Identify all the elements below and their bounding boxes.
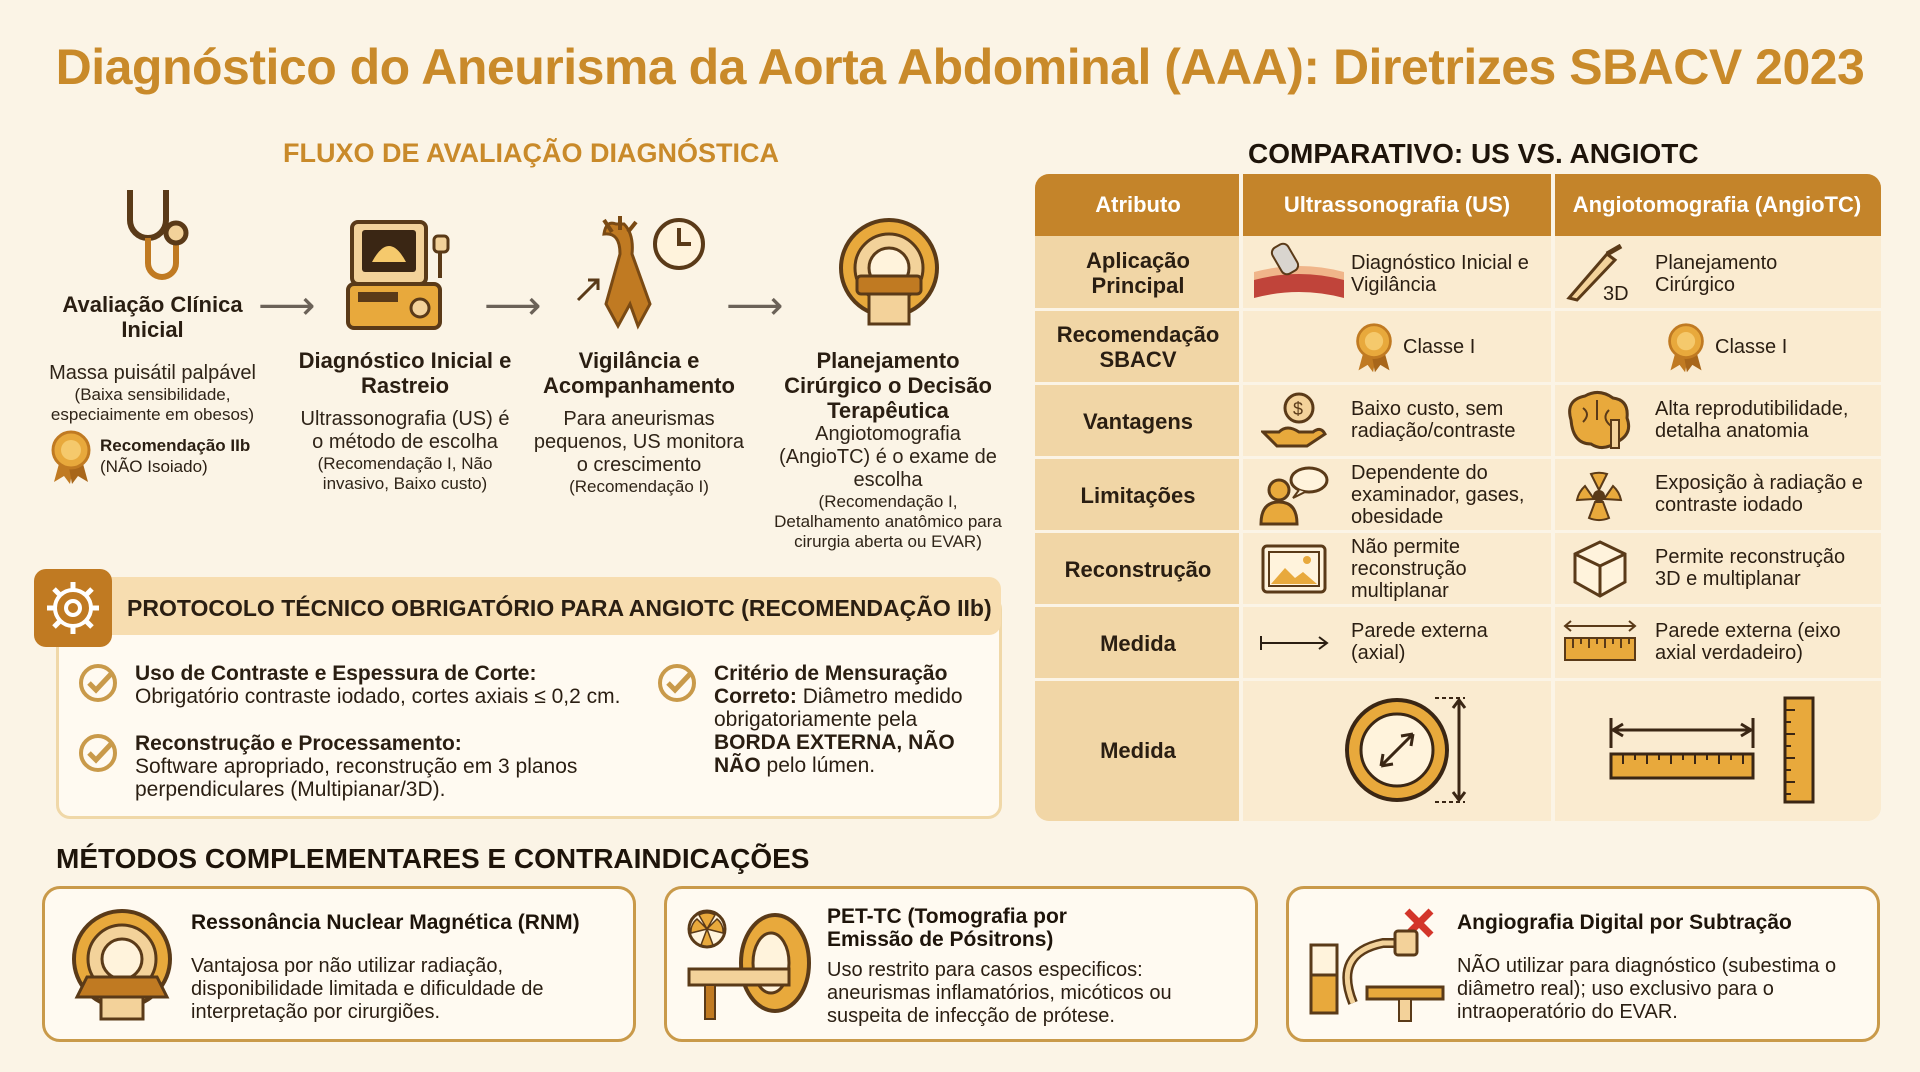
check-icon xyxy=(657,663,697,703)
card-title: Angiografia Digital por Subtração xyxy=(1457,911,1792,934)
table-row xyxy=(1035,606,1881,680)
card-title: PET-TC (Tomografia por Emissão de Pósitrons) xyxy=(827,905,1067,951)
table-row xyxy=(1035,680,1881,821)
us-text: Diagnóstico Inicial e Vigilância xyxy=(1351,252,1529,296)
person-speech-icon xyxy=(1257,466,1329,526)
table-header-cell: Ultrassonografia (US) xyxy=(1241,174,1553,236)
flow-arrow-icon: ⟶ xyxy=(258,284,316,328)
us-text: Dependente do examinador, gases, obesidade xyxy=(1351,462,1525,528)
protocol-title: PROTOCOLO TÉCNICO OBRIGATÓRIO PARA ANGIOTC (RECOMENDAÇÃO IIb) xyxy=(127,595,992,621)
award-badge-icon xyxy=(1665,322,1707,374)
page-title: Diagnóstico do Aneurisma da Aorta Abdominal (AAA): Diretrizes SBACV 2023 xyxy=(55,39,1865,95)
row-divider xyxy=(1035,604,1881,607)
gear-icon xyxy=(45,580,101,636)
brain-tool-icon xyxy=(1563,390,1633,452)
arrow-line-icon xyxy=(1259,634,1331,652)
us-text: Não permite reconstrução multiplanar xyxy=(1351,536,1467,602)
step-note: (Recomendação I, Não invasivo, Baixo custo) xyxy=(317,454,493,493)
flat-image-icon xyxy=(1261,544,1327,594)
protocol-item-text: Obrigatório contraste iodado, cortes axiais ≤ 0,2 cm. xyxy=(135,685,621,708)
protocol-item-title: Critério de Mensuração Correto: xyxy=(714,662,948,708)
svg-text:3D: 3D xyxy=(1603,283,1629,304)
flow-arrow-icon: ⟶ xyxy=(484,284,542,328)
comparison-table xyxy=(1035,174,1881,821)
angiography-cross-icon xyxy=(1307,903,1447,1029)
aorta-clock-icon xyxy=(576,214,706,334)
row-attribute: Medida xyxy=(1035,680,1241,821)
row-attribute: Recomendação SBACV xyxy=(1035,310,1241,384)
card-text: Vantajosa por não utilizar radiação, disponibilidade limitada e dificuldade de interpretação por cirurgiões. xyxy=(191,955,544,1023)
row-attribute: Limitações xyxy=(1035,458,1241,532)
protocol-gear-badge xyxy=(34,569,112,647)
flow-step-clinical-text xyxy=(45,292,260,425)
row-attribute: Medida xyxy=(1035,606,1241,680)
method-card-petct xyxy=(664,886,1258,1042)
ultrasound-probe-icon xyxy=(1254,242,1344,304)
mri-scanner-icon xyxy=(67,907,177,1025)
flow-step-diagnosis xyxy=(296,348,514,494)
flow-arrow-icon: ⟶ xyxy=(726,284,784,328)
protocol-item-title: Uso de Contraste e Espessura de Corte: xyxy=(135,662,537,685)
row-attribute: Vantagens xyxy=(1035,384,1241,458)
card-text: Uso restrito para casos especificos: aneurismas inflamatórios, micóticos ou suspeita de infecção de prótese. xyxy=(827,959,1172,1027)
cube-3d-icon xyxy=(1569,538,1631,600)
table-row xyxy=(1035,384,1881,458)
radiation-icon xyxy=(1569,466,1629,526)
protocol-item xyxy=(714,662,984,777)
ultrasound-machine-icon xyxy=(346,218,462,334)
award-badge-icon xyxy=(1353,322,1395,374)
ct-text: Classe I xyxy=(1715,336,1788,358)
scalpel-3d-icon xyxy=(1563,244,1633,304)
table-row xyxy=(1035,458,1881,532)
step-note: (Recomendação I) xyxy=(569,477,709,496)
protocol-item-text: Diâmetro medido obrigatoriamente pela xyxy=(714,685,963,731)
row-attribute: Reconstrução xyxy=(1035,532,1241,606)
badge-note: (NÃO Isoiado) xyxy=(100,457,208,476)
stethoscope-icon xyxy=(110,185,210,285)
step-heading: Vigilância e Acompanhamento xyxy=(543,348,735,398)
pet-ct-scanner-icon xyxy=(685,907,815,1025)
method-card-angiography xyxy=(1286,886,1880,1042)
ct-text: Alta reprodutibilidade, detalha anatomia xyxy=(1655,398,1849,442)
protocol-item xyxy=(135,732,635,801)
ct-scanner-icon xyxy=(833,216,945,332)
protocol-item-text: Software apropriado, reconstrução em 3 planos perpendiculares (Multipianar/3D). xyxy=(135,755,578,801)
row-attribute: Aplicação Principal xyxy=(1035,236,1241,310)
step-text: Para aneurismas pequenos, US monitora o crescimento xyxy=(533,408,745,476)
flow-step-surveillance xyxy=(530,348,748,497)
table-row xyxy=(1035,310,1881,384)
row-divider xyxy=(1035,308,1881,311)
check-icon xyxy=(78,733,118,773)
us-text: Classe I xyxy=(1403,336,1476,358)
us-cell xyxy=(1241,310,1553,384)
column-divider xyxy=(1239,174,1243,821)
ruler-icon xyxy=(1563,620,1637,664)
complementary-title: MÉTODOS COMPLEMENTARES E CONTRAINDICAÇÕES xyxy=(56,843,810,874)
row-divider xyxy=(1035,678,1881,681)
step-heading: Avaliação Clínica Inicial xyxy=(62,292,243,342)
ct-text: Exposição à radiação e contraste iodado xyxy=(1655,472,1863,516)
table-row xyxy=(1035,532,1881,606)
badge-label: Recomendação IIb xyxy=(100,436,251,455)
step-text: Ultrassonografia (US) é o método de escolha xyxy=(300,408,510,453)
step-note: (Recomendação I, Detalhamento anatômico para cirurgia aberta ou EVAR) xyxy=(774,492,1002,551)
step-text: Angiotomografia (AngioTC) é o exame de escolha xyxy=(779,423,997,491)
row-divider xyxy=(1035,456,1881,459)
table-header-cell: Atributo xyxy=(1035,174,1241,236)
award-badge-icon xyxy=(48,430,94,485)
step-heading: Diagnóstico Inicial e Rastreio xyxy=(298,348,512,398)
table-header-cell: Angiotomografia (AngioTC) xyxy=(1553,174,1881,236)
table-row xyxy=(1035,236,1881,310)
check-icon xyxy=(78,663,118,703)
step-heading: Planejamento Cirúrgico o Decisão Terapêutica xyxy=(784,348,992,423)
us-text: Baixo custo, sem radiação/contraste xyxy=(1351,398,1516,442)
ruler-measure-icon xyxy=(1603,694,1843,806)
method-card-mri xyxy=(42,886,636,1042)
table-header-row xyxy=(1035,174,1881,236)
ct-text: Parede externa (eixo axial verdadeiro) xyxy=(1655,620,1841,664)
column-divider xyxy=(1551,174,1555,821)
card-title: Ressonância Nuclear Magnética (RNM) xyxy=(191,911,580,934)
card-text: NÃO utilizar para diagnóstico (subestima o diâmetro real); uso exclusivo para o intraoperatório do EVAR. xyxy=(1457,955,1837,1023)
row-divider xyxy=(1035,530,1881,533)
flow-section-title: FLUXO DE AVALIAÇÃO DIAGNÓSTICA xyxy=(283,138,779,168)
flow-step-planning xyxy=(770,348,1006,552)
ct-text: Permite reconstrução 3D e multiplanar xyxy=(1655,546,1846,590)
hand-coin-icon xyxy=(1261,392,1327,450)
step-text: Massa puisátil palpável xyxy=(49,362,256,384)
svg-text:$: $ xyxy=(1293,399,1304,419)
diameter-circle-icon xyxy=(1345,692,1475,808)
step-note: (Baixa sensibilidade, especiaimente em obesos) xyxy=(50,385,255,424)
protocol-item-text: pelo lúmen. xyxy=(766,754,876,777)
comparison-title: COMPARATIVO: US VS. ANGIOTC xyxy=(1248,138,1699,169)
ct-text: Planejamento Cirúrgico xyxy=(1655,252,1778,296)
protocol-item-title: Reconstrução e Processamento: xyxy=(135,732,462,755)
protocol-item xyxy=(135,662,655,708)
protocol-item-emphasis: BORDA EXTERNA, NÃO NÃO xyxy=(714,731,955,777)
us-text: Parede externa (axial) xyxy=(1351,620,1488,664)
row-divider xyxy=(1035,382,1881,385)
